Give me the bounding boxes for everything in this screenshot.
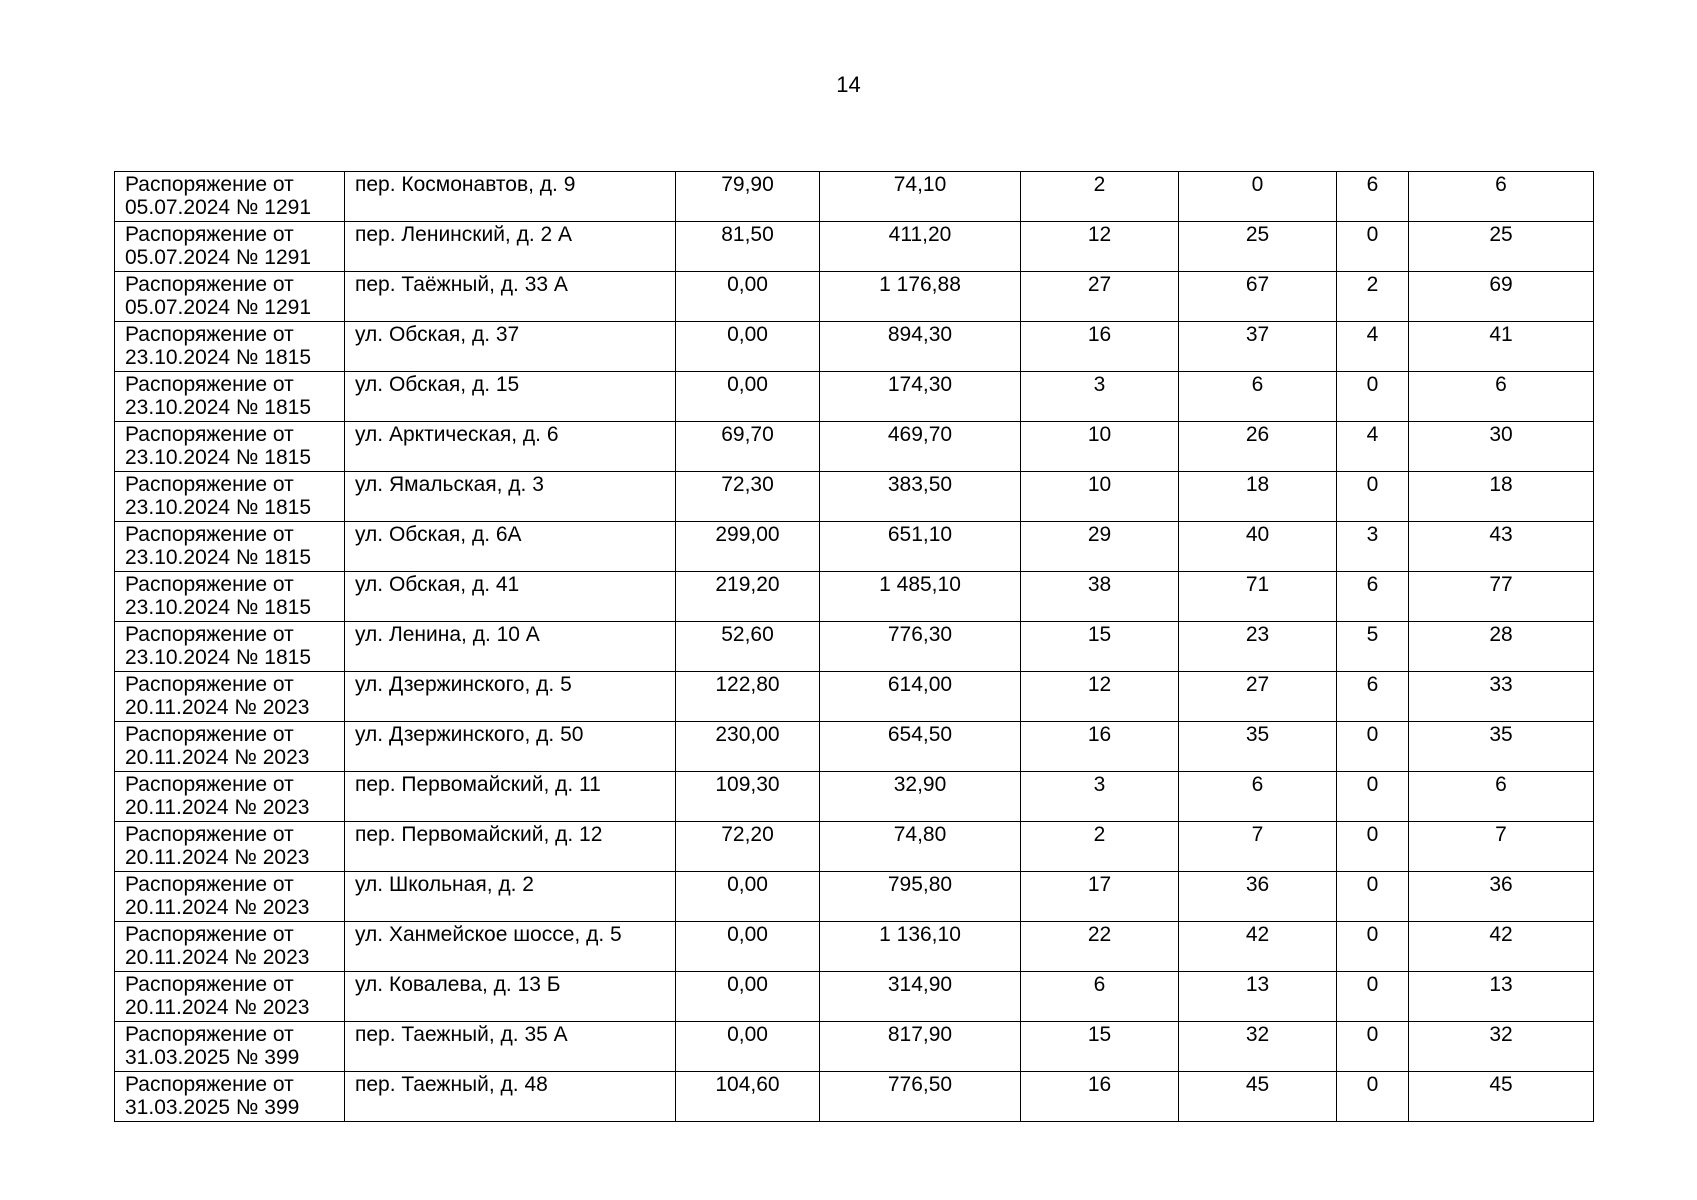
cell-address: ул. Ханмейское шоссе, д. 5 [345, 922, 676, 972]
cell-value-3: 12 [1021, 222, 1179, 272]
table-row [115, 572, 1594, 622]
cell-address: ул. Обская, д. 41 [345, 572, 676, 622]
cell-value-3: 2 [1021, 172, 1179, 222]
cell-value-6: 28 [1409, 622, 1594, 672]
cell-value-4: 37 [1179, 322, 1337, 372]
cell-value-3: 22 [1021, 922, 1179, 972]
table-row [115, 322, 1594, 372]
cell-value-6: 42 [1409, 922, 1594, 972]
page-number: 14 [836, 72, 861, 97]
cell-address: ул. Ямальская, д. 3 [345, 472, 676, 522]
cell-value-5: 0 [1337, 222, 1409, 272]
cell-value-6: 41 [1409, 322, 1594, 372]
cell-value-5: 0 [1337, 972, 1409, 1022]
cell-value-4: 32 [1179, 1022, 1337, 1072]
cell-document: Распоряжение от 31.03.2025 № 399 [115, 1072, 345, 1122]
cell-value-5: 4 [1337, 322, 1409, 372]
cell-value-6: 43 [1409, 522, 1594, 572]
cell-value-1: 81,50 [676, 222, 820, 272]
cell-value-5: 6 [1337, 572, 1409, 622]
cell-value-4: 25 [1179, 222, 1337, 272]
cell-address: ул. Обская, д. 6А [345, 522, 676, 572]
cell-value-6: 33 [1409, 672, 1594, 722]
cell-value-6: 7 [1409, 822, 1594, 872]
table-body [115, 172, 1594, 1122]
cell-value-5: 0 [1337, 772, 1409, 822]
cell-document: Распоряжение от 20.11.2024 № 2023 [115, 972, 345, 1022]
cell-value-2: 174,30 [820, 372, 1021, 422]
cell-document: Распоряжение от 20.11.2024 № 2023 [115, 922, 345, 972]
table-row [115, 972, 1594, 1022]
cell-document: Распоряжение от 20.11.2024 № 2023 [115, 672, 345, 722]
cell-value-6: 18 [1409, 472, 1594, 522]
table-row [115, 222, 1594, 272]
cell-value-3: 6 [1021, 972, 1179, 1022]
cell-value-2: 314,90 [820, 972, 1021, 1022]
cell-value-5: 5 [1337, 622, 1409, 672]
cell-value-6: 69 [1409, 272, 1594, 322]
cell-value-2: 817,90 [820, 1022, 1021, 1072]
cell-value-2: 894,30 [820, 322, 1021, 372]
cell-value-5: 0 [1337, 372, 1409, 422]
cell-value-4: 40 [1179, 522, 1337, 572]
cell-document: Распоряжение от 23.10.2024 № 1815 [115, 572, 345, 622]
cell-value-3: 17 [1021, 872, 1179, 922]
cell-value-1: 72,20 [676, 822, 820, 872]
cell-value-1: 104,60 [676, 1072, 820, 1122]
cell-value-5: 0 [1337, 872, 1409, 922]
cell-value-3: 2 [1021, 822, 1179, 872]
cell-value-1: 69,70 [676, 422, 820, 472]
cell-value-3: 3 [1021, 372, 1179, 422]
cell-document: Распоряжение от 23.10.2024 № 1815 [115, 322, 345, 372]
cell-address: пер. Таежный, д. 35 А [345, 1022, 676, 1072]
table-row [115, 622, 1594, 672]
cell-value-2: 74,80 [820, 822, 1021, 872]
table-row [115, 172, 1594, 222]
cell-value-2: 795,80 [820, 872, 1021, 922]
cell-value-3: 16 [1021, 1072, 1179, 1122]
cell-value-4: 35 [1179, 722, 1337, 772]
cell-value-2: 1 176,88 [820, 272, 1021, 322]
table-row [115, 522, 1594, 572]
cell-value-6: 77 [1409, 572, 1594, 622]
table-row [115, 1072, 1594, 1122]
cell-value-3: 10 [1021, 422, 1179, 472]
cell-address: ул. Дзержинского, д. 50 [345, 722, 676, 772]
cell-value-6: 6 [1409, 372, 1594, 422]
cell-value-1: 230,00 [676, 722, 820, 772]
cell-value-2: 1 485,10 [820, 572, 1021, 622]
cell-value-2: 776,50 [820, 1072, 1021, 1122]
cell-value-5: 4 [1337, 422, 1409, 472]
cell-value-1: 0,00 [676, 322, 820, 372]
table-row [115, 872, 1594, 922]
cell-value-4: 0 [1179, 172, 1337, 222]
cell-value-1: 299,00 [676, 522, 820, 572]
cell-value-3: 3 [1021, 772, 1179, 822]
cell-value-5: 0 [1337, 722, 1409, 772]
cell-value-3: 16 [1021, 722, 1179, 772]
cell-address: пер. Таёжный, д. 33 А [345, 272, 676, 322]
table-row [115, 472, 1594, 522]
cell-value-1: 0,00 [676, 372, 820, 422]
cell-value-5: 6 [1337, 672, 1409, 722]
cell-value-2: 32,90 [820, 772, 1021, 822]
cell-value-6: 30 [1409, 422, 1594, 472]
cell-address: ул. Арктическая, д. 6 [345, 422, 676, 472]
cell-value-3: 38 [1021, 572, 1179, 622]
cell-value-4: 6 [1179, 372, 1337, 422]
cell-address: пер. Первомайский, д. 11 [345, 772, 676, 822]
cell-value-1: 0,00 [676, 922, 820, 972]
cell-value-1: 122,80 [676, 672, 820, 722]
table-row [115, 672, 1594, 722]
cell-value-3: 12 [1021, 672, 1179, 722]
cell-address: ул. Обская, д. 15 [345, 372, 676, 422]
cell-value-6: 6 [1409, 772, 1594, 822]
cell-value-5: 0 [1337, 1022, 1409, 1072]
cell-value-4: 27 [1179, 672, 1337, 722]
cell-address: ул. Ленина, д. 10 А [345, 622, 676, 672]
cell-value-2: 1 136,10 [820, 922, 1021, 972]
cell-document: Распоряжение от 05.07.2024 № 1291 [115, 272, 345, 322]
cell-value-4: 45 [1179, 1072, 1337, 1122]
cell-value-1: 79,90 [676, 172, 820, 222]
cell-value-4: 7 [1179, 822, 1337, 872]
cell-value-5: 2 [1337, 272, 1409, 322]
cell-value-4: 67 [1179, 272, 1337, 322]
cell-value-3: 15 [1021, 622, 1179, 672]
cell-address: пер. Космонавтов, д. 9 [345, 172, 676, 222]
cell-value-4: 26 [1179, 422, 1337, 472]
cell-document: Распоряжение от 31.03.2025 № 399 [115, 1022, 345, 1072]
cell-value-3: 16 [1021, 322, 1179, 372]
cell-value-4: 71 [1179, 572, 1337, 622]
table-row [115, 1022, 1594, 1072]
cell-document: Распоряжение от 20.11.2024 № 2023 [115, 772, 345, 822]
cell-value-1: 52,60 [676, 622, 820, 672]
cell-value-5: 0 [1337, 1072, 1409, 1122]
cell-document: Распоряжение от 23.10.2024 № 1815 [115, 422, 345, 472]
cell-value-6: 32 [1409, 1022, 1594, 1072]
cell-value-3: 15 [1021, 1022, 1179, 1072]
cell-document: Распоряжение от 23.10.2024 № 1815 [115, 522, 345, 572]
cell-address: пер. Первомайский, д. 12 [345, 822, 676, 872]
cell-value-6: 45 [1409, 1072, 1594, 1122]
cell-address: ул. Ковалева, д. 13 Б [345, 972, 676, 1022]
cell-address: пер. Ленинский, д. 2 А [345, 222, 676, 272]
cell-value-2: 469,70 [820, 422, 1021, 472]
cell-document: Распоряжение от 05.07.2024 № 1291 [115, 172, 345, 222]
cell-value-1: 0,00 [676, 872, 820, 922]
cell-value-1: 109,30 [676, 772, 820, 822]
cell-value-6: 36 [1409, 872, 1594, 922]
cell-value-5: 0 [1337, 472, 1409, 522]
cell-value-5: 3 [1337, 522, 1409, 572]
cell-value-2: 776,30 [820, 622, 1021, 672]
cell-document: Распоряжение от 20.11.2024 № 2023 [115, 872, 345, 922]
cell-value-2: 74,10 [820, 172, 1021, 222]
cell-value-4: 23 [1179, 622, 1337, 672]
cell-value-4: 36 [1179, 872, 1337, 922]
cell-address: ул. Дзержинского, д. 5 [345, 672, 676, 722]
cell-value-5: 0 [1337, 922, 1409, 972]
cell-value-2: 614,00 [820, 672, 1021, 722]
table-row [115, 422, 1594, 472]
cell-address: ул. Обская, д. 37 [345, 322, 676, 372]
cell-document: Распоряжение от 20.11.2024 № 2023 [115, 722, 345, 772]
cell-value-6: 35 [1409, 722, 1594, 772]
cell-value-6: 25 [1409, 222, 1594, 272]
table-row [115, 822, 1594, 872]
cell-value-5: 6 [1337, 172, 1409, 222]
cell-value-2: 383,50 [820, 472, 1021, 522]
cell-value-1: 219,20 [676, 572, 820, 622]
cell-value-6: 13 [1409, 972, 1594, 1022]
cell-value-6: 6 [1409, 172, 1594, 222]
cell-value-1: 0,00 [676, 1022, 820, 1072]
table-row [115, 722, 1594, 772]
cell-value-3: 27 [1021, 272, 1179, 322]
cell-value-4: 42 [1179, 922, 1337, 972]
cell-address: пер. Таежный, д. 48 [345, 1072, 676, 1122]
cell-value-3: 10 [1021, 472, 1179, 522]
cell-value-3: 29 [1021, 522, 1179, 572]
table-row [115, 372, 1594, 422]
cell-value-1: 0,00 [676, 972, 820, 1022]
cell-document: Распоряжение от 20.11.2024 № 2023 [115, 822, 345, 872]
cell-document: Распоряжение от 23.10.2024 № 1815 [115, 372, 345, 422]
table-row [115, 272, 1594, 322]
cell-value-1: 72,30 [676, 472, 820, 522]
cell-value-4: 18 [1179, 472, 1337, 522]
cell-value-5: 0 [1337, 822, 1409, 872]
table-row [115, 772, 1594, 822]
cell-value-4: 6 [1179, 772, 1337, 822]
cell-value-4: 13 [1179, 972, 1337, 1022]
cell-value-2: 654,50 [820, 722, 1021, 772]
table-row [115, 922, 1594, 972]
cell-value-2: 651,10 [820, 522, 1021, 572]
cell-document: Распоряжение от 23.10.2024 № 1815 [115, 472, 345, 522]
cell-value-2: 411,20 [820, 222, 1021, 272]
cell-value-1: 0,00 [676, 272, 820, 322]
cell-document: Распоряжение от 23.10.2024 № 1815 [115, 622, 345, 672]
cell-document: Распоряжение от 05.07.2024 № 1291 [115, 222, 345, 272]
housing-table [114, 171, 1594, 1122]
cell-address: ул. Школьная, д. 2 [345, 872, 676, 922]
